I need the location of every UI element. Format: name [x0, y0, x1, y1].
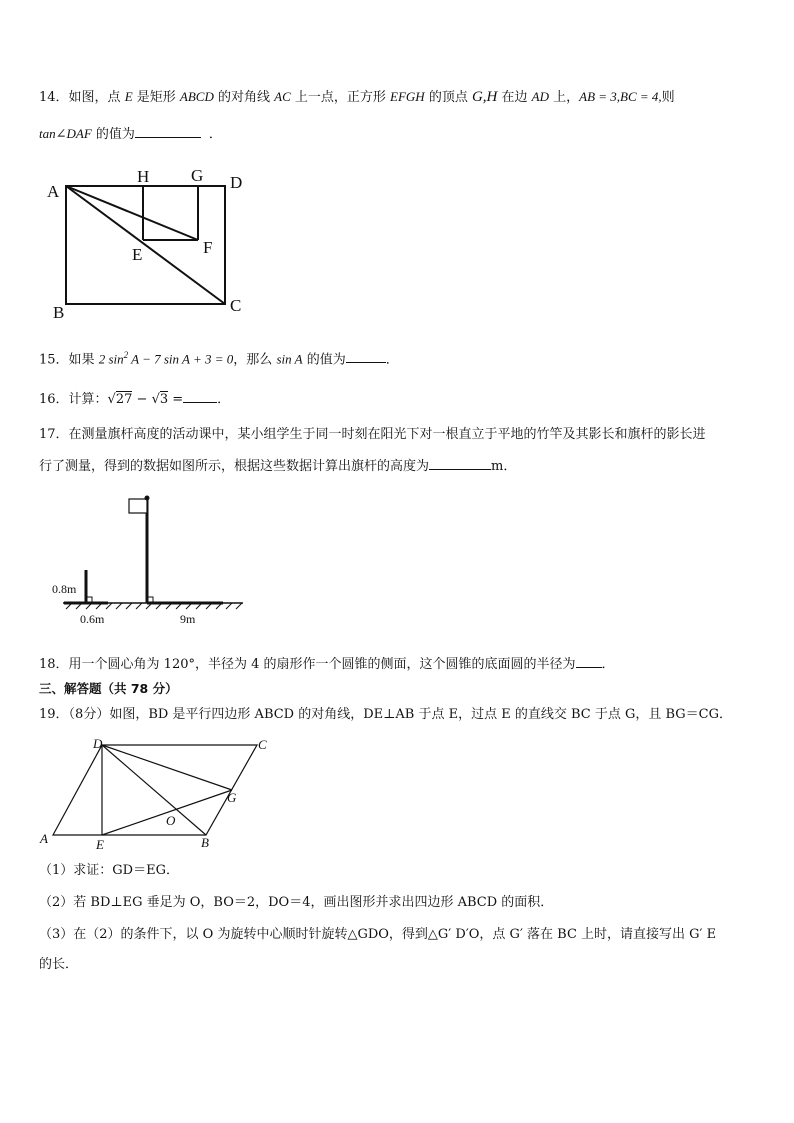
flagpole-top	[145, 496, 150, 501]
label-d: D	[93, 736, 103, 751]
q14-line2	[39, 124, 222, 144]
q14-tan-expr: tan∠DAF	[39, 126, 92, 141]
q15-text: 的值为	[302, 352, 346, 368]
diagonal-bd	[102, 745, 206, 835]
q14-var: AD	[531, 89, 549, 104]
label-flag-shadow: 9m	[180, 612, 196, 626]
q15-equation: A − 7 sin A + 3 = 0	[128, 351, 234, 367]
label-g: G	[227, 790, 237, 805]
label-a: A	[40, 831, 48, 846]
label-h: H	[137, 167, 150, 186]
q15-line	[39, 346, 399, 369]
q14-text: 上，	[548, 90, 580, 105]
q17-line1: 17．在测量旗杆高度的活动课中，某小组学生于同一时刻在阳光下对一根直立于平地的竹竿及其影长和旗杆的影长进	[39, 427, 706, 442]
label-d: D	[230, 173, 243, 192]
q14-var: ABCD	[179, 89, 214, 104]
q17-figure	[48, 490, 248, 630]
q14-period: ．	[208, 127, 222, 142]
answer-blank[interactable]	[346, 349, 386, 363]
answer-blank[interactable]	[135, 124, 201, 138]
q14-text: 则	[661, 90, 675, 105]
q15-text: ，那么	[233, 352, 277, 368]
q14-text: 14．如图，点	[39, 90, 125, 105]
label-c: C	[258, 737, 267, 752]
sqrt-sign: √	[151, 392, 160, 407]
sqrt-sign: √	[107, 392, 116, 407]
label-b: B	[201, 835, 209, 850]
q15-period: ．	[385, 352, 399, 368]
segment-af	[66, 186, 198, 240]
q14-var: E	[124, 89, 133, 104]
q17-line2	[39, 456, 516, 476]
q18-period: ．	[601, 657, 615, 672]
q14-var: G,H	[471, 89, 498, 105]
label-a: A	[47, 182, 60, 201]
q16-radicand: 3	[159, 392, 169, 407]
q15-text: 15．如果	[39, 352, 99, 368]
section-title: 三、解答题（共 78 分）	[39, 681, 178, 696]
q18-text: 18．用一个圆心角为 120°，半径为 4 的扇形作一个圆锥的侧面，这个圆锥的底面圆的半径为	[39, 657, 576, 672]
q14-text: 在边	[497, 90, 532, 105]
q16-line	[39, 389, 230, 409]
label-e: E	[132, 245, 143, 264]
label-c: C	[230, 296, 242, 315]
q14-text: 的值为	[91, 127, 135, 142]
q19-part2: （2）若 BD⊥EG 垂足为 O，BO＝2，DO＝4，画出图形并求出四边形 ABCD 的面积．	[39, 895, 554, 910]
label-pole-height: 0.8m	[52, 582, 77, 596]
answer-blank[interactable]	[576, 654, 602, 668]
segment-dg	[102, 745, 232, 790]
q14-text: 上一点，正方形	[290, 90, 391, 105]
q19-part3-line1: （3）在（2）的条件下，以 O 为旋转中心顺时针旋转△GDO，得到△G′ D′O，点 G′ 落在 BC 上时，请直接写出 G′ E	[39, 927, 717, 942]
q14-var: EFGH	[390, 89, 425, 104]
q14-var: AC	[274, 89, 291, 104]
q19-intro: 19．（8分）如图，BD 是平行四边形 ABCD 的对角线，DE⊥AB 于点 E，过点 E 的直线交 BC 于点 G，且 BG＝CG．	[39, 707, 732, 722]
label-g: G	[191, 166, 204, 185]
q14-text: 是矩形	[132, 90, 180, 105]
q16-period: ．	[217, 392, 231, 407]
q16-text: 16．计算：	[39, 392, 108, 407]
label-pole-shadow: 0.6m	[80, 612, 105, 626]
q14-text: 的顶点	[424, 90, 472, 105]
q14-line1	[39, 88, 675, 107]
answer-blank[interactable]	[429, 456, 491, 470]
answer-blank[interactable]	[183, 389, 217, 403]
q16-minus: −	[132, 392, 152, 407]
q16-equals: =	[168, 392, 184, 407]
q19-part3-line2: 的长．	[39, 957, 79, 972]
q17-text: 行了测量，得到的数据如图所示，根据这些数据计算出旗杆的高度为	[39, 459, 430, 474]
flag	[129, 499, 147, 513]
q17-unit: m．	[491, 459, 517, 474]
q14-text: 的对角线	[213, 90, 275, 105]
q16-radicand: 27	[115, 392, 133, 407]
q14-figure	[44, 163, 264, 323]
label-f: F	[203, 238, 213, 257]
q18-line	[39, 654, 615, 674]
label-e: E	[96, 837, 104, 852]
label-o: O	[166, 813, 176, 828]
q19-part1: （1）求证：GD＝EG．	[39, 863, 179, 878]
q14-condition: AB = 3,BC = 4,	[579, 89, 662, 104]
q19-figure	[36, 733, 296, 853]
q15-equation: 2 sin	[98, 351, 124, 367]
diagonal-ac	[66, 186, 225, 304]
label-b: B	[53, 303, 65, 322]
q15-sin-a: sin A	[276, 351, 303, 367]
q15-exponent: 2	[123, 350, 129, 360]
